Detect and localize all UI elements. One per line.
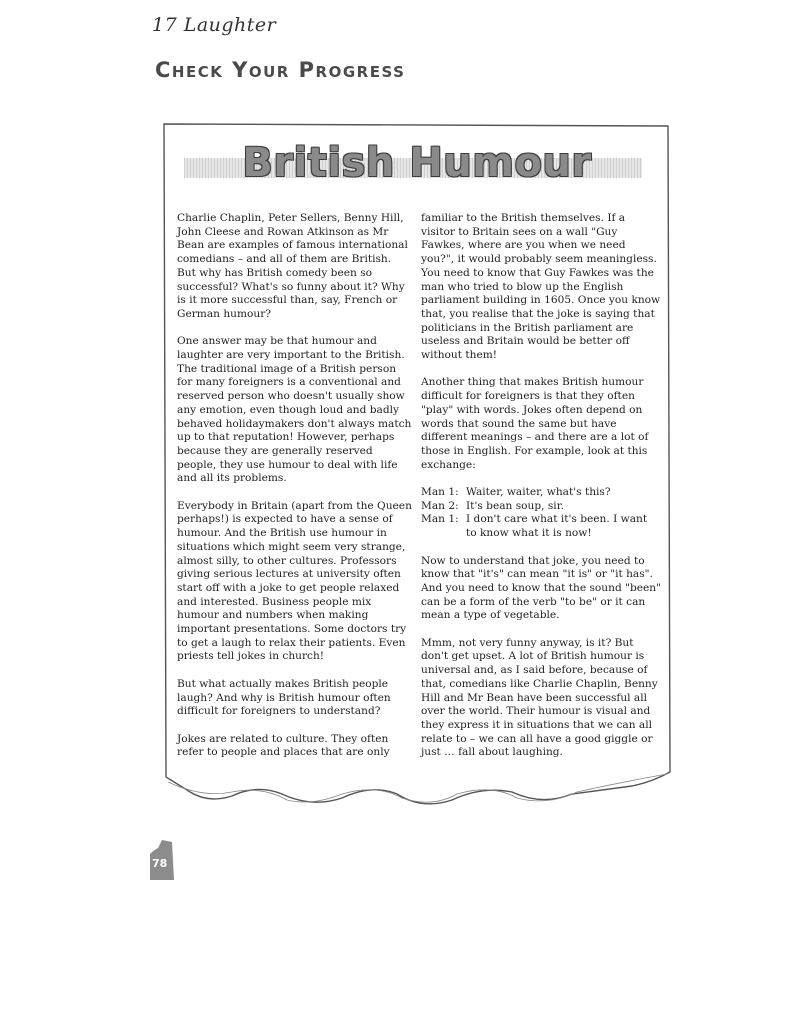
paragraph: familiar to the British themselves. If a visitor to Britain sees on a wall "Guy Fawkes, where are you when we need you?", it would probably seem meaningless. You need to know that Guy Fawkes was the man who tried to blow up the English parliament building in 1605. Once you know that, you realise that the joke is saying that politicians in the British parliament are useless and Britain would be better off without them! (421, 212, 661, 362)
paragraph: Everybody in Britain (apart from the Queen perhaps!) is expected to have a sense of humour. And the British use humour in situations which might seem very strange, almost silly, to other cultures. Professors giving serious lectures at university often start off with a joke to get people relaxed and interested. Business people mix humour and numbers when making important presentations. Some doctors try to get a laugh to relax their patients. Even priests tell jokes in church! (177, 499, 412, 663)
dialogue-speaker: Man 1: (421, 486, 459, 499)
paragraph: Jokes are related to culture. They often refer to people and places that are only (177, 732, 390, 759)
dialogue-text: I don't care what it's been. I want to know what it is now! (466, 513, 648, 540)
section-title: Check Your Progress (155, 58, 406, 82)
page-number-tab (148, 840, 176, 880)
dialogue-speaker: Man 2: (421, 499, 459, 512)
page-number: 78 (152, 857, 168, 870)
paragraph: Mmm, not very funny anyway, is it? But don't get upset. A lot of British humour is universal and, as I said before, because of that, comedians like Charlie Chaplin, Benny Hill and Mr Bean have been successful all over the world. Their humour is visual and they express it in situations that we can all relate to – we can all have a good giggle or just … fall about laughing. (421, 636, 658, 759)
paragraph: One answer may be that humour and laughter are very important to the British. The traditional image of a British person for many foreigners is a conventional and reserved person who doesn't usually show any emotion, even though loud and badly behaved holidaymakers don't always match up to that reputation! However, perhaps because they are generally reserved people, they use humour to deal with life and all its problems. (177, 335, 412, 485)
paragraph: But what actually makes British people laugh? And why is British humour often difficult for foreigners to understand? (177, 677, 391, 718)
dialogue-text: It's bean soup, sir. (466, 499, 564, 512)
article-title: British Humour (242, 140, 592, 186)
dialogue-line (421, 513, 661, 540)
dialogue-line (421, 500, 661, 514)
article-card (162, 122, 672, 812)
unit-label: 17 Laughter (152, 14, 277, 36)
dialogue (421, 486, 661, 541)
dialogue-text: Waiter, waiter, what's this? (466, 486, 611, 499)
right-column (421, 212, 661, 774)
left-column (177, 212, 413, 774)
paragraph: Now to understand that joke, you need to know that "it's" can mean "it is" or "it has". And you need to know that the sound "been" can be a form of the verb "to be" or it can mean a type of vegetable. (421, 554, 661, 622)
dialogue-line (421, 486, 661, 500)
dialogue-speaker: Man 1: (421, 513, 459, 526)
paragraph: Charlie Chaplin, Peter Sellers, Benny Hill, John Cleese and Rowan Atkinson as Mr Bean are examples of famous international comedians – and all of them are British. But why has British comedy been so successful? What's so funny about it? Why is it more successful than, say, French or German humour? (177, 212, 408, 320)
paragraph: Another thing that makes British humour difficult for foreigners is that they often "play" with words. Jokes often depend on words that sound the same but have different meanings – and there are a lot of those in English. For example, look at this exchange: (421, 376, 649, 471)
